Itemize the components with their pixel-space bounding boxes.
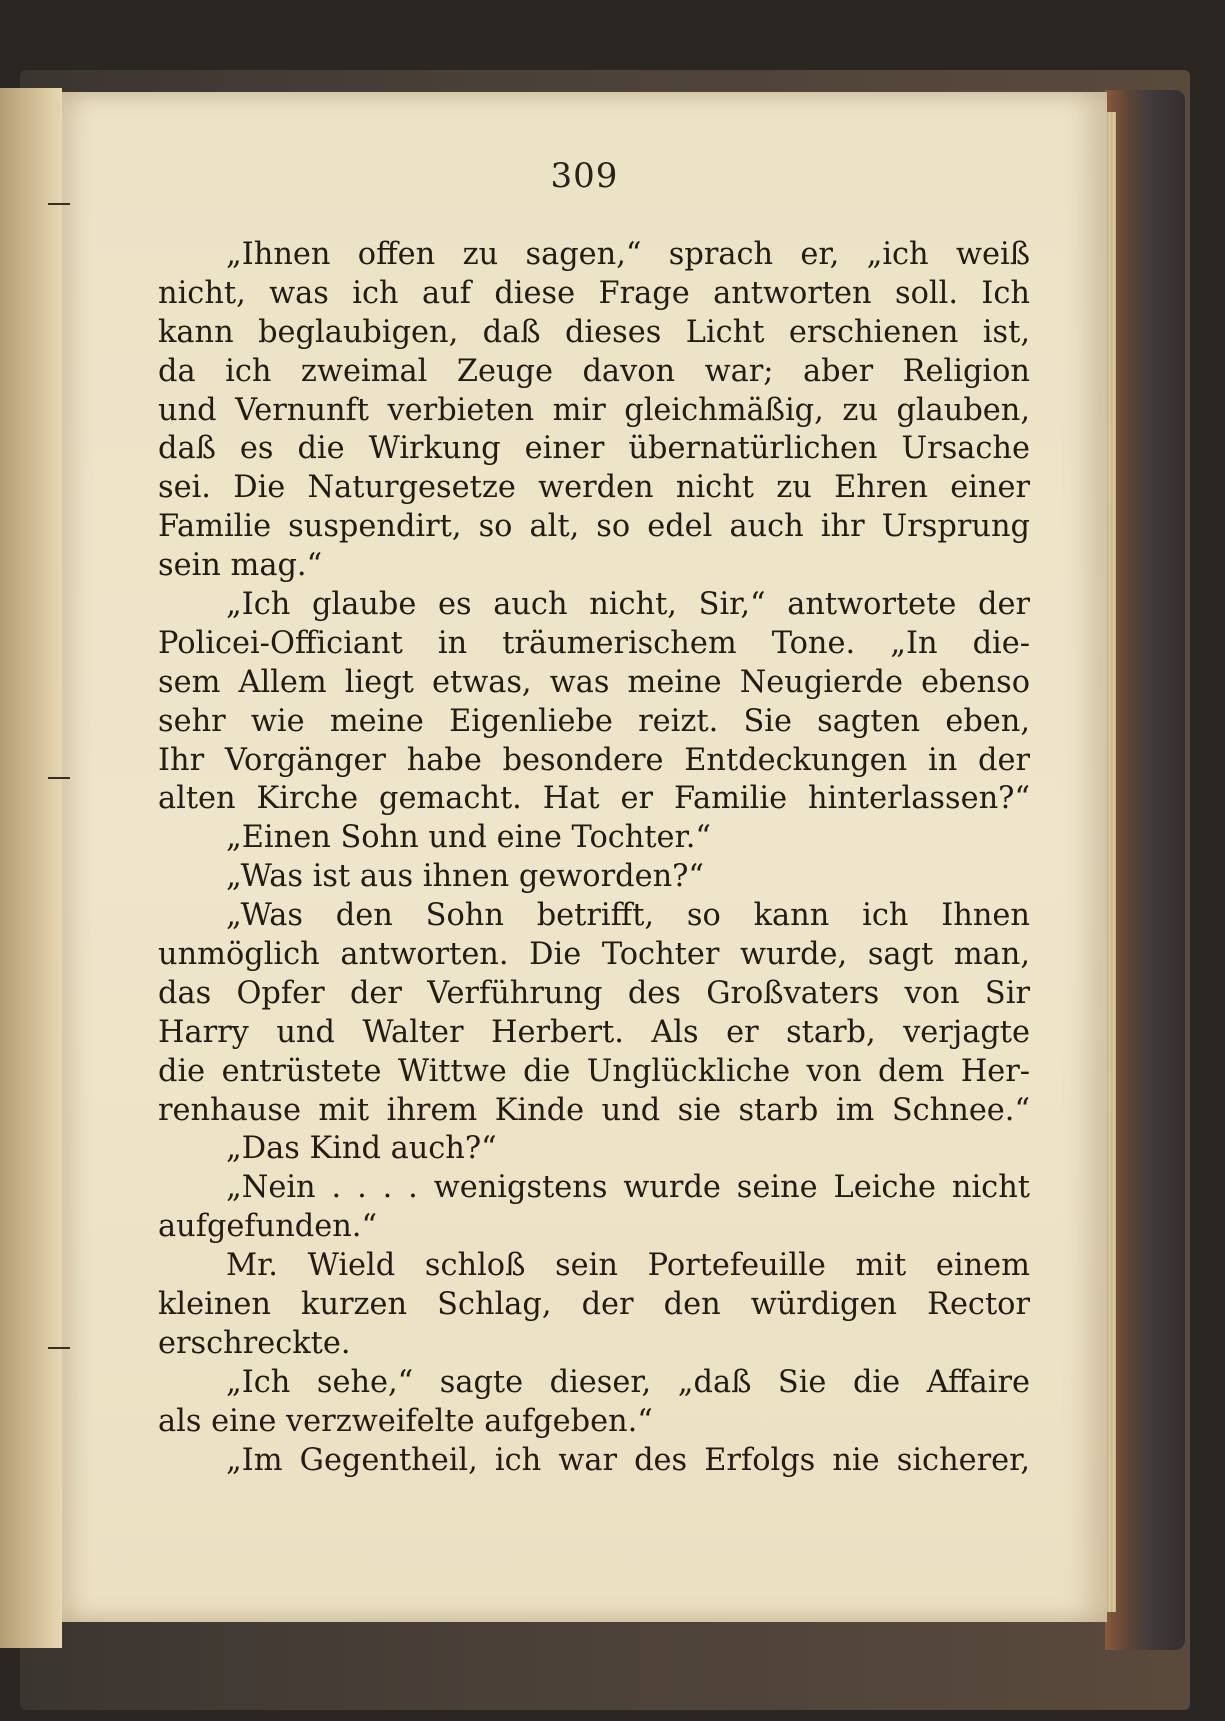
text-line: und Vernunft verbieten mir gleichmäßig, zu glauben, — [158, 392, 1030, 428]
text-line: Mr. Wield schloß sein Portefeuille mit einem — [226, 1248, 1030, 1284]
text-line: sehr wie meine Eigenliebe reizt. Sie sagten eben, — [158, 703, 1030, 739]
text-line: nicht, was ich auf diese Frage antworten soll. Ich — [158, 275, 1030, 311]
text-line: sem Allem liegt etwas, was meine Neugierde ebenso — [158, 664, 1030, 700]
text-line: sei. Die Naturgesetze werden nicht zu Ehren einer — [158, 470, 1030, 506]
margin-mark — [48, 1347, 70, 1349]
book-page — [62, 92, 1107, 1622]
text-line: aufgefunden.“ — [158, 1209, 377, 1245]
text-line: Ihr Vorgänger habe besondere Entdeckungen in der — [158, 742, 1030, 778]
text-line: da ich zweimal Zeuge davon war; aber Religion — [158, 353, 1030, 389]
text-line: als eine verzweifelte aufgeben.“ — [158, 1403, 653, 1439]
text-line: erschreckte. — [158, 1325, 351, 1361]
book-cover-edge — [1105, 90, 1185, 1650]
text-line: Familie suspendirt, so alt, so edel auch ihr Ursprung — [158, 509, 1030, 545]
text-line: „Einen Sohn und eine Tochter.“ — [226, 820, 711, 856]
text-line: „Ich glaube es auch nicht, Sir,“ antwortete der — [226, 587, 1030, 623]
text-line: „Ich sehe,“ sagte dieser, „daß Sie die Affaire — [226, 1364, 1030, 1400]
text-line: „Das Kind auch?“ — [226, 1131, 497, 1167]
text-line: „Was den Sohn betrifft, so kann ich Ihnen — [226, 898, 1030, 934]
text-line: „Ihnen offen zu sagen,“ sprach er, „ich weiß — [226, 237, 1030, 272]
margin-mark — [48, 203, 70, 205]
text-line: Policei-Officiant in träumerischem Tone. „In die- — [158, 625, 1030, 661]
text-line: sein mag.“ — [158, 548, 323, 584]
text-line: daß es die Wirkung einer übernatürlichen Ursache — [158, 431, 1030, 467]
page-number: 309 — [550, 156, 619, 196]
text-line: alten Kirche gemacht. Hat er Familie hinterlassen?“ — [158, 781, 1030, 817]
text-line: die entrüstete Wittwe die Unglückliche von dem Her- — [158, 1053, 1030, 1089]
text-line: unmöglich antworten. Die Tochter wurde, sagt man, — [158, 937, 1030, 973]
text-line: „Im Gegentheil, ich war des Erfolgs nie sicherer, — [226, 1442, 1030, 1478]
text-line: Harry und Walter Herbert. Als er starb, verjagte — [158, 1014, 1030, 1050]
text-line: kleinen kurzen Schlag, der den würdigen Rector — [158, 1287, 1030, 1323]
facing-page-edge — [0, 88, 62, 1648]
body-text — [158, 236, 1030, 1481]
text-line: das Opfer der Verführung des Großvaters von Sir — [158, 975, 1030, 1011]
text-line: „Nein . . . . wenigstens wurde seine Leiche nicht — [226, 1170, 1030, 1206]
text-line: „Was ist aus ihnen geworden?“ — [226, 859, 704, 895]
text-line: kann beglaubigen, daß dieses Licht erschienen ist, — [158, 314, 1030, 350]
text-line: renhause mit ihrem Kinde und sie starb im Schnee.“ — [158, 1092, 1030, 1128]
margin-mark — [48, 777, 70, 779]
